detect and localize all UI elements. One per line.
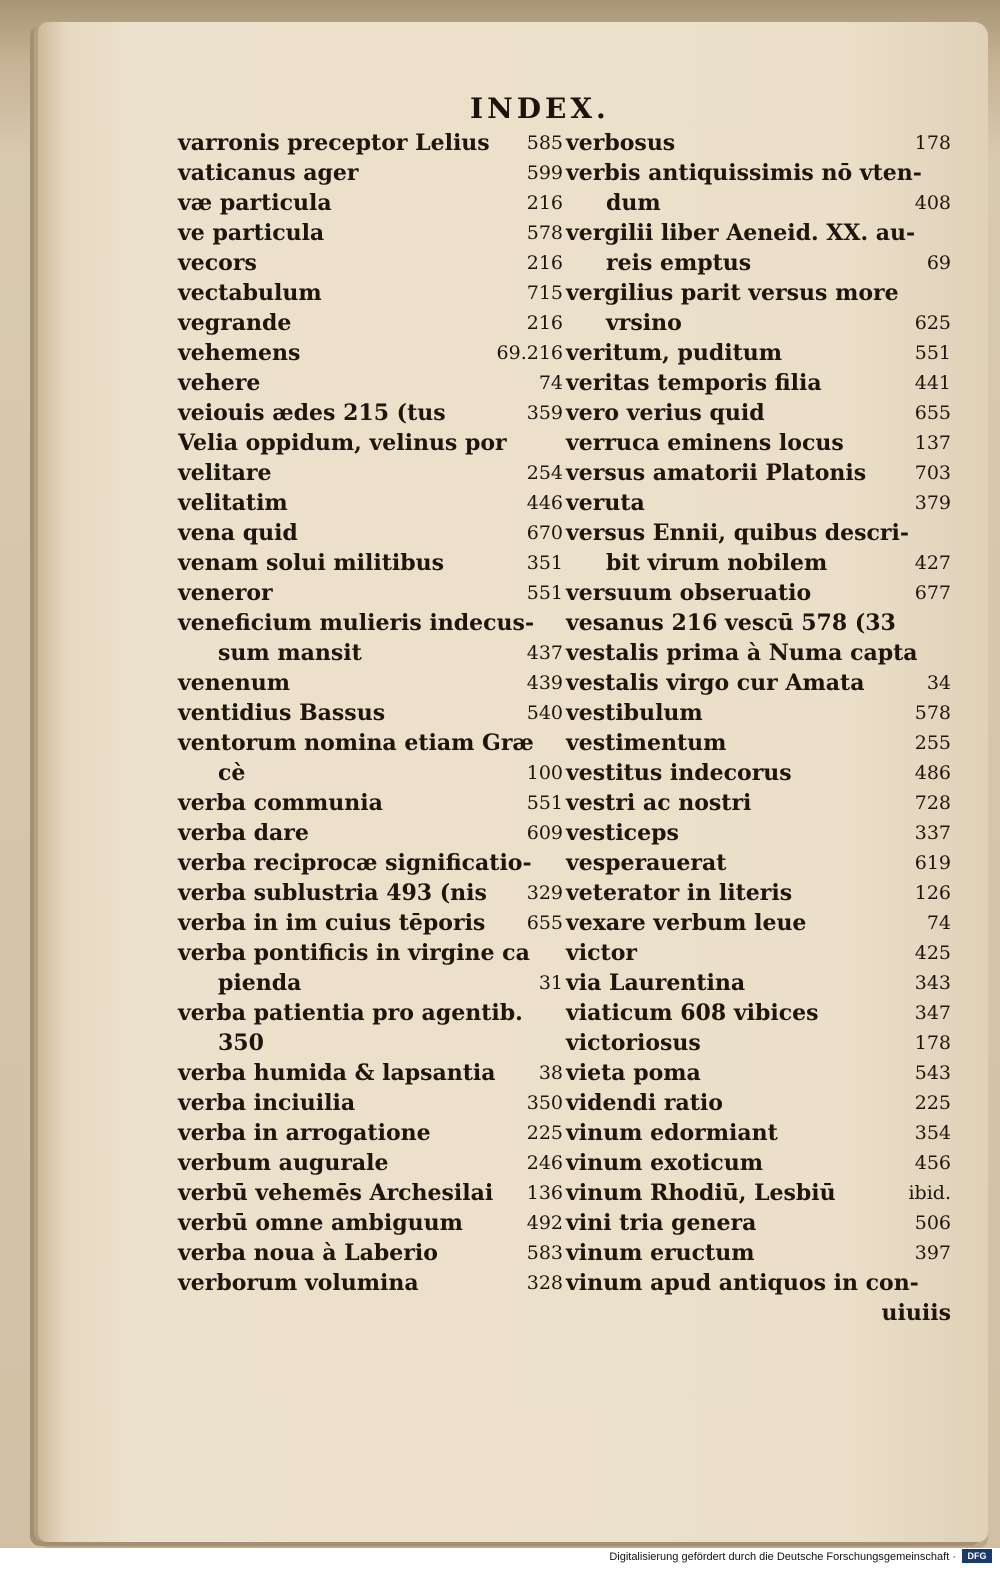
entry-term: verba humida & lapsantia [178, 1060, 496, 1086]
entry-term: vergilii liber Aeneid. XX. au- [566, 220, 916, 246]
entry-term: væ particula [178, 190, 332, 216]
index-entry [178, 338, 563, 368]
index-entry [178, 1088, 563, 1118]
entry-page: 216 [526, 312, 563, 334]
index-entry [178, 188, 563, 218]
entry-page: 408 [914, 192, 951, 214]
entry-term: verba pontificis in virgine ca [178, 940, 530, 966]
index-entry [178, 1148, 563, 1178]
index-entry [178, 248, 563, 278]
index-entry [566, 668, 951, 698]
entry-page: 578 [526, 222, 563, 244]
entry-term: 350 [218, 1030, 264, 1056]
entry-page: 38 [538, 1062, 563, 1084]
index-entry [178, 1268, 563, 1298]
index-entry [178, 1028, 563, 1058]
entry-page: 583 [526, 1242, 563, 1264]
entry-term: vesticeps [566, 820, 679, 846]
entry-term: viaticum 608 vibices [566, 1000, 819, 1026]
entry-term: vestri ac nostri [566, 790, 752, 816]
entry-term: verbis antiquissimis nō vten- [566, 160, 922, 186]
entry-page: 446 [526, 492, 563, 514]
entry-term: vestibulum [566, 700, 703, 726]
entry-term: verbosus [566, 130, 676, 156]
entry-term: veterator in literis [566, 880, 793, 906]
entry-page: 655 [914, 402, 951, 424]
index-entry [566, 638, 951, 668]
entry-term: verba in arrogatione [178, 1120, 431, 1146]
index-entry [566, 398, 951, 428]
entry-page: 337 [914, 822, 951, 844]
index-entry [566, 1178, 951, 1208]
index-entry [566, 938, 951, 968]
entry-term: dum [606, 190, 661, 216]
index-entry [178, 1208, 563, 1238]
index-entry [178, 878, 563, 908]
entry-page: 354 [914, 1122, 951, 1144]
entry-term: versus amatorii Platonis [566, 460, 867, 486]
entry-page: 425 [914, 942, 951, 964]
entry-page: 254 [526, 462, 563, 484]
index-entry [566, 458, 951, 488]
entry-page: 329 [526, 882, 563, 904]
entry-term: videndi ratio [566, 1090, 723, 1116]
entry-page: 456 [914, 1152, 951, 1174]
entry-term: verba dare [178, 820, 309, 846]
index-entry [566, 1298, 951, 1328]
entry-term: venenum [178, 670, 291, 696]
index-entry [566, 1028, 951, 1058]
entry-term: verborum volumina [178, 1270, 419, 1296]
index-entry [178, 818, 563, 848]
index-entry [566, 518, 951, 548]
entry-page: 216 [526, 252, 563, 274]
index-entry [178, 908, 563, 938]
entry-page: 625 [914, 312, 951, 334]
entry-page: 359 [526, 402, 563, 424]
index-entry [566, 848, 951, 878]
entry-term: vehemens [178, 340, 301, 366]
entry-page: 31 [538, 972, 563, 994]
entry-page: 69.216 [496, 342, 563, 364]
index-entry [566, 158, 951, 188]
index-entry [178, 578, 563, 608]
index-entry [178, 1178, 563, 1208]
entry-term: ventidius Bassus [178, 700, 386, 726]
entry-term: verba in im cuius tēporis [178, 910, 486, 936]
entry-page: 216 [526, 192, 563, 214]
index-entry [178, 728, 563, 758]
entry-term: vestalis prima à Numa capta [566, 640, 918, 666]
entry-term: pienda [218, 970, 302, 996]
entry-term: vero verius quid [566, 400, 765, 426]
index-entry [566, 908, 951, 938]
index-column-left [178, 128, 563, 1298]
entry-term: vinum eructum [566, 1240, 755, 1266]
index-entry [566, 968, 951, 998]
entry-term: veruta [566, 490, 645, 516]
entry-term: veritas temporis filia [566, 370, 822, 396]
index-entry [178, 518, 563, 548]
entry-term: vectabulum [178, 280, 322, 306]
entry-term: veritum, puditum [566, 340, 783, 366]
entry-term: velitare [178, 460, 272, 486]
index-entry [178, 458, 563, 488]
entry-term: vena quid [178, 520, 298, 546]
entry-term: ventorum nomina etiam Græ [178, 730, 534, 756]
index-entry [178, 308, 563, 338]
entry-page: 350 [526, 1092, 563, 1114]
entry-term: vinum exoticum [566, 1150, 764, 1176]
footer-credit: Digitalisierung gefördert durch die Deutsche Forschungsgemeinschaft · [609, 1551, 956, 1563]
entry-term: velitatim [178, 490, 288, 516]
entry-page: 69 [926, 252, 951, 274]
entry-page: 225 [526, 1122, 563, 1144]
entry-term: verba reciprocæ significatio- [178, 850, 532, 876]
entry-term: verba communia [178, 790, 383, 816]
entry-term: vieta poma [566, 1060, 701, 1086]
entry-page: 715 [526, 282, 563, 304]
entry-term: veiouis ædes 215 (tus [178, 400, 446, 426]
index-entry [178, 158, 563, 188]
entry-page: 609 [526, 822, 563, 844]
entry-page: ibid. [908, 1182, 951, 1204]
entry-page: 540 [526, 702, 563, 724]
entry-term: venam solui militibus [178, 550, 445, 576]
entry-page: 703 [914, 462, 951, 484]
index-entry [566, 1088, 951, 1118]
index-entry [178, 638, 563, 668]
entry-page: 255 [914, 732, 951, 754]
index-entry [566, 1268, 951, 1298]
entry-term: reis emptus [606, 250, 752, 276]
entry-page: 486 [914, 762, 951, 784]
index-entry [566, 278, 951, 308]
entry-term: Velia oppidum, velinus por [178, 430, 507, 456]
index-entry [566, 368, 951, 398]
entry-page: 126 [914, 882, 951, 904]
index-entry [178, 698, 563, 728]
entry-page: 246 [526, 1152, 563, 1174]
index-entry [178, 848, 563, 878]
entry-term: vinum edormiant [566, 1120, 778, 1146]
index-entry [566, 788, 951, 818]
index-entry [566, 698, 951, 728]
entry-page: 728 [914, 792, 951, 814]
dfg-logo-icon: DFG [962, 1549, 992, 1563]
entry-page: 655 [526, 912, 563, 934]
entry-page: 225 [914, 1092, 951, 1114]
entry-term: vecors [178, 250, 257, 276]
entry-page: 439 [526, 672, 563, 694]
index-entry [178, 368, 563, 398]
index-entry [178, 398, 563, 428]
index-entry [178, 998, 563, 1028]
index-entry [178, 788, 563, 818]
index-entry [178, 608, 563, 638]
index-entry [178, 668, 563, 698]
entry-term: uiuiis [881, 1300, 951, 1326]
index-entry [178, 488, 563, 518]
index-entry [566, 578, 951, 608]
entry-term: victor [566, 940, 637, 966]
index-entry [566, 818, 951, 848]
entry-page: 351 [526, 552, 563, 574]
index-entry [566, 1208, 951, 1238]
entry-term: versus Ennii, quibus descri- [566, 520, 909, 546]
entry-page: 551 [526, 582, 563, 604]
index-entry [566, 188, 951, 218]
entry-page: 178 [914, 132, 951, 154]
entry-term: vesperauerat [566, 850, 727, 876]
entry-page: 441 [914, 372, 951, 394]
index-entry [566, 1148, 951, 1178]
entry-page: 136 [526, 1182, 563, 1204]
index-entry [178, 1118, 563, 1148]
entry-term: verbū omne ambiguum [178, 1210, 463, 1236]
index-entry [178, 758, 563, 788]
entry-page: 427 [914, 552, 951, 574]
entry-term: veneficium mulieris indecus- [178, 610, 535, 636]
entry-term: vergilius parit versus more [566, 280, 899, 306]
index-entry [178, 1058, 563, 1088]
entry-page: 543 [914, 1062, 951, 1084]
index-entry [566, 488, 951, 518]
index-entry [178, 968, 563, 998]
entry-page: 551 [526, 792, 563, 814]
entry-page: 100 [526, 762, 563, 784]
index-entry [566, 128, 951, 158]
entry-term: vinum Rhodiū, Lesbiū [566, 1180, 836, 1206]
entry-term: via Laurentina [566, 970, 746, 996]
entry-page: 437 [526, 642, 563, 664]
entry-page: 34 [926, 672, 951, 694]
entry-term: vinum apud antiquos in con- [566, 1270, 919, 1296]
entry-term: vexare verbum leue [566, 910, 807, 936]
index-entry [566, 728, 951, 758]
index-entry [178, 278, 563, 308]
index-entry [566, 248, 951, 278]
entry-term: versuum obseruatio [566, 580, 812, 606]
index-entry [178, 218, 563, 248]
index-entry [566, 998, 951, 1028]
entry-page: 578 [914, 702, 951, 724]
entry-page: 492 [526, 1212, 563, 1234]
index-entry [566, 308, 951, 338]
entry-term: vestitus indecorus [566, 760, 792, 786]
entry-term: sum mansit [218, 640, 362, 666]
index-entry [178, 938, 563, 968]
entry-term: cè [218, 760, 246, 786]
entry-term: vestalis virgo cur Amata [566, 670, 865, 696]
index-entry [178, 128, 563, 158]
entry-page: 397 [914, 1242, 951, 1264]
entry-page: 343 [914, 972, 951, 994]
entry-term: vrsino [606, 310, 682, 336]
entry-term: verba inciuilia [178, 1090, 356, 1116]
entry-term: victoriosus [566, 1030, 701, 1056]
index-entry [566, 1238, 951, 1268]
entry-page: 379 [914, 492, 951, 514]
entry-page: 137 [914, 432, 951, 454]
index-entry [178, 1238, 563, 1268]
entry-page: 670 [526, 522, 563, 544]
entry-term: vesanus 216 vescū 578 (33 [566, 610, 896, 636]
entry-term: verba noua à Laberio [178, 1240, 438, 1266]
page-title: INDEX. [470, 92, 610, 125]
entry-term: bit virum nobilem [606, 550, 828, 576]
index-entry [178, 548, 563, 578]
index-entry [566, 1118, 951, 1148]
entry-term: vestimentum [566, 730, 727, 756]
entry-term: ve particula [178, 220, 325, 246]
index-entry [178, 428, 563, 458]
index-entry [566, 218, 951, 248]
entry-term: vaticanus ager [178, 160, 359, 186]
entry-page: 599 [526, 162, 563, 184]
index-column-right [566, 128, 951, 1328]
entry-page: 677 [914, 582, 951, 604]
entry-term: verbum augurale [178, 1150, 389, 1176]
entry-term: verba sublustria 493 (nis [178, 880, 487, 906]
entry-term: verruca eminens locus [566, 430, 844, 456]
entry-page: 178 [914, 1032, 951, 1054]
index-entry [566, 1058, 951, 1088]
entry-term: vegrande [178, 310, 292, 336]
entry-term: varronis preceptor Lelius [178, 130, 490, 156]
entry-page: 619 [914, 852, 951, 874]
index-entry [566, 758, 951, 788]
index-entry [566, 878, 951, 908]
entry-page: 328 [526, 1272, 563, 1294]
entry-page: 347 [914, 1002, 951, 1024]
entry-page: 506 [914, 1212, 951, 1234]
entry-term: veneror [178, 580, 273, 606]
entry-page: 551 [914, 342, 951, 364]
entry-page: 74 [538, 372, 563, 394]
index-entry [566, 428, 951, 458]
index-entry [566, 608, 951, 638]
entry-term: vini tria genera [566, 1210, 757, 1236]
entry-term: verbū vehemēs Archesilai [178, 1180, 494, 1206]
entry-page: 585 [526, 132, 563, 154]
index-entry [566, 338, 951, 368]
entry-page: 74 [926, 912, 951, 934]
entry-term: verba patientia pro agentib. [178, 1000, 523, 1026]
index-entry [566, 548, 951, 578]
entry-term: vehere [178, 370, 261, 396]
